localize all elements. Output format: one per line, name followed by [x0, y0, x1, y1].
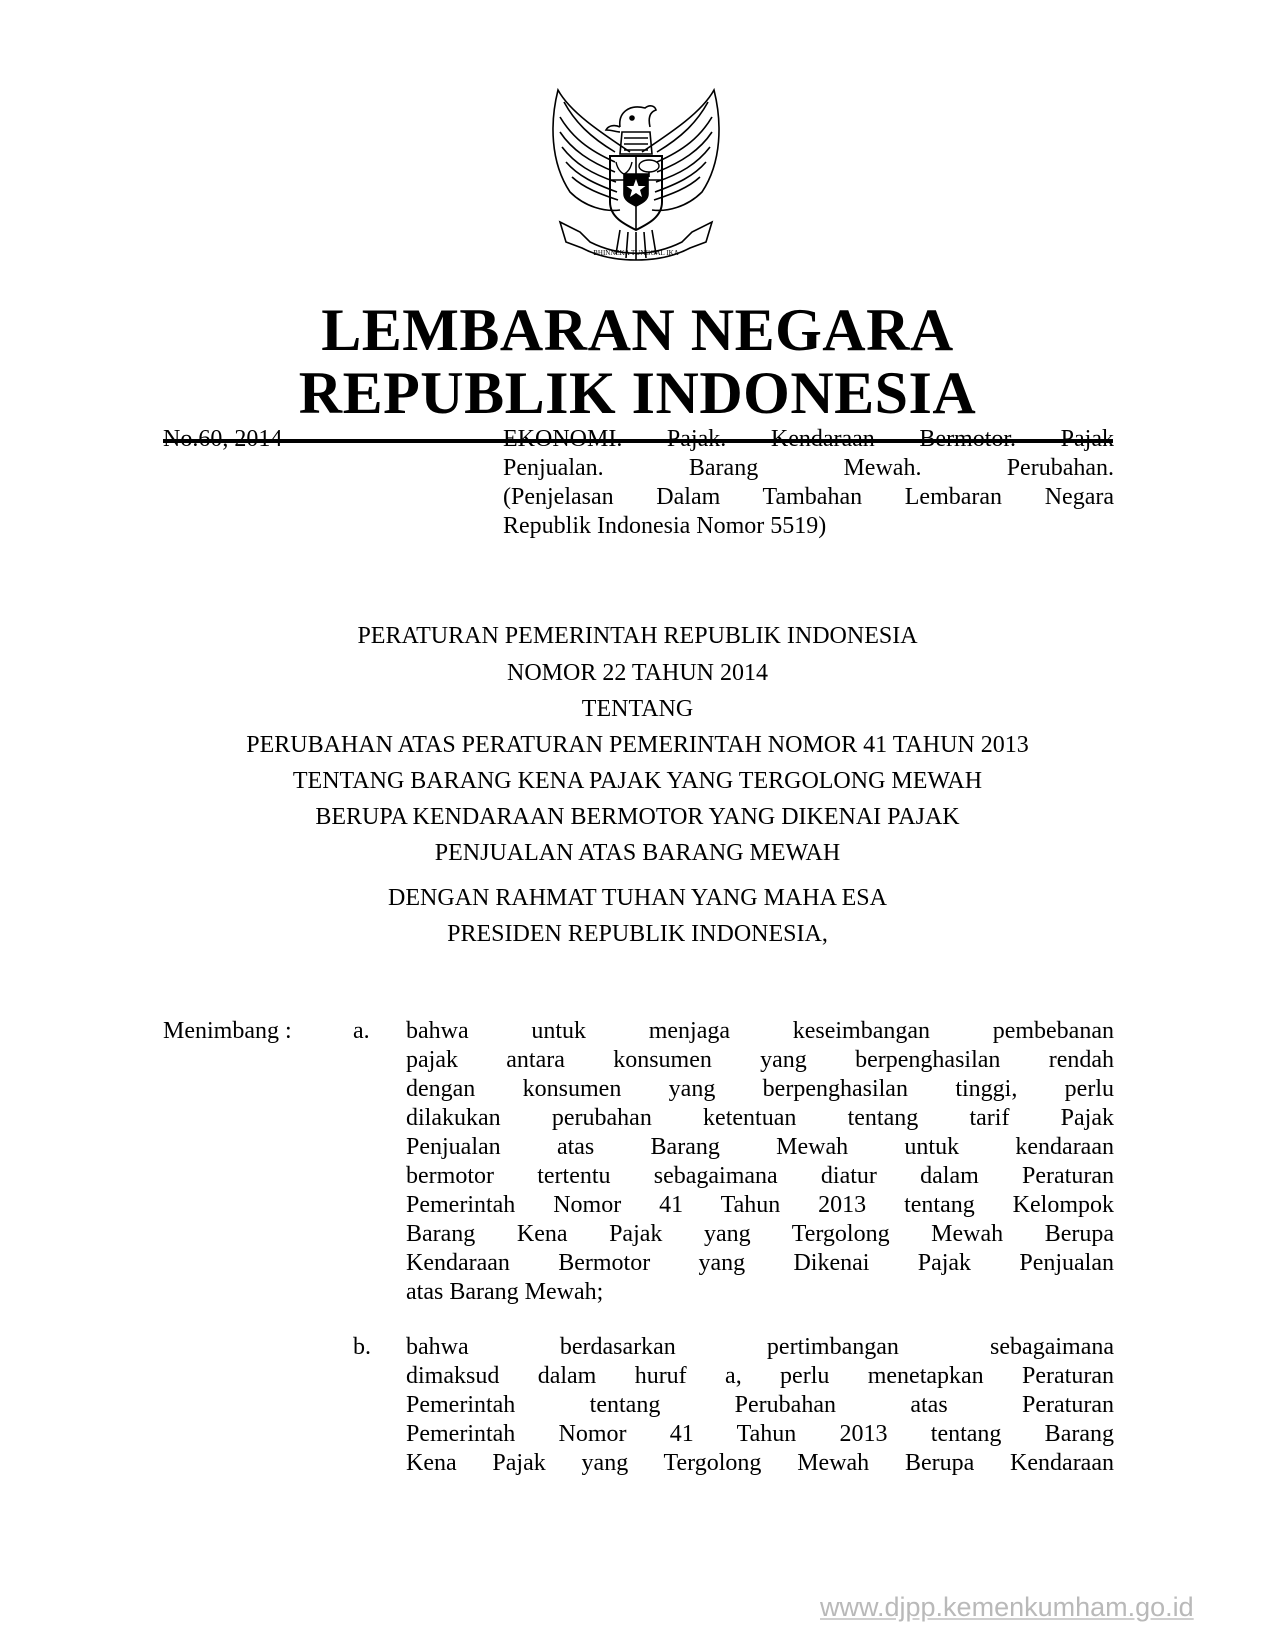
title-line: PENJUALAN ATAS BARANG MEWAH — [434, 840, 841, 866]
item-line: Pemerintah Nomor 41 Tahun 2013 tentang Barang — [406, 1421, 1114, 1447]
source-website-link[interactable]: www.djpp.kemenkumham.go.id — [820, 1592, 1194, 1622]
item-marker: b. — [353, 1334, 371, 1360]
item-line: bermotor tertentu sebagaimana diatur dalam Peraturan — [406, 1163, 1114, 1189]
item-line: Penjualan atas Barang Mewah untuk kendaraan — [406, 1134, 1114, 1160]
considerations-label: Menimbang : — [163, 1018, 292, 1044]
garuda-emblem-icon — [520, 82, 752, 272]
item-line: dengan konsumen yang berpenghasilan tinggi, perlu — [406, 1076, 1114, 1102]
item-line: pajak antara konsumen yang berpenghasilan rendah — [406, 1047, 1114, 1073]
masthead-title-line1: LEMBARAN NEGARA — [321, 297, 954, 363]
item-line: Pemerintah Nomor 41 Tahun 2013 tentang Kelompok — [406, 1192, 1114, 1218]
item-line: dimaksud dalam huruf a, perlu menetapkan Peraturan — [406, 1363, 1114, 1389]
item-line: dilakukan perubahan ketentuan tentang tarif Pajak — [406, 1105, 1114, 1131]
title-line: PERATURAN PEMERINTAH REPUBLIK INDONESIA — [357, 623, 918, 649]
item-line: atas Barang Mewah; — [406, 1279, 604, 1305]
item-marker: a. — [353, 1018, 370, 1044]
item-line: Kendaraan Bermotor yang Dikenai Pajak Penjualan — [406, 1250, 1114, 1276]
issue-subject-line: EKONOMI. Pajak. Kendaraan Bermotor. Pajak — [503, 426, 1114, 452]
title-line: TENTANG — [581, 696, 694, 722]
title-line: NOMOR 22 TAHUN 2014 — [507, 660, 768, 686]
issue-number: No.60, 2014 — [163, 426, 283, 452]
issue-subject-line: Penjualan. Barang Mewah. Perubahan. — [503, 455, 1114, 481]
item-line: bahwa berdasarkan pertimbangan sebagaimana — [406, 1334, 1114, 1360]
issue-subject-line: Republik Indonesia Nomor 5519) — [503, 513, 827, 539]
item-line: bahwa untuk menjaga keseimbangan pembebanan — [406, 1018, 1114, 1044]
svg-text:BHINNEKA TUNGGAL IKA: BHINNEKA TUNGGAL IKA — [593, 249, 679, 257]
issue-subject-line: (Penjelasan Dalam Tambahan Lembaran Negara — [503, 484, 1114, 510]
invocation: DENGAN RAHMAT TUHAN YANG MAHA ESA — [388, 885, 887, 911]
title-line: TENTANG BARANG KENA PAJAK YANG TERGOLONG MEWAH — [292, 768, 983, 794]
president-heading: PRESIDEN REPUBLIK INDONESIA, — [447, 921, 828, 947]
title-line: BERUPA KENDARAAN BERMOTOR YANG DIKENAI PAJAK — [315, 804, 960, 830]
masthead-title-line2: REPUBLIK INDONESIA — [298, 360, 977, 426]
item-line: Kena Pajak yang Tergolong Mewah Berupa Kendaraan — [406, 1450, 1114, 1476]
title-line: PERUBAHAN ATAS PERATURAN PEMERINTAH NOMOR 41 TAHUN 2013 — [246, 732, 1029, 758]
item-line: Pemerintah tentang Perubahan atas Peraturan — [406, 1392, 1114, 1418]
item-line: Barang Kena Pajak yang Tergolong Mewah Berupa — [406, 1221, 1114, 1247]
